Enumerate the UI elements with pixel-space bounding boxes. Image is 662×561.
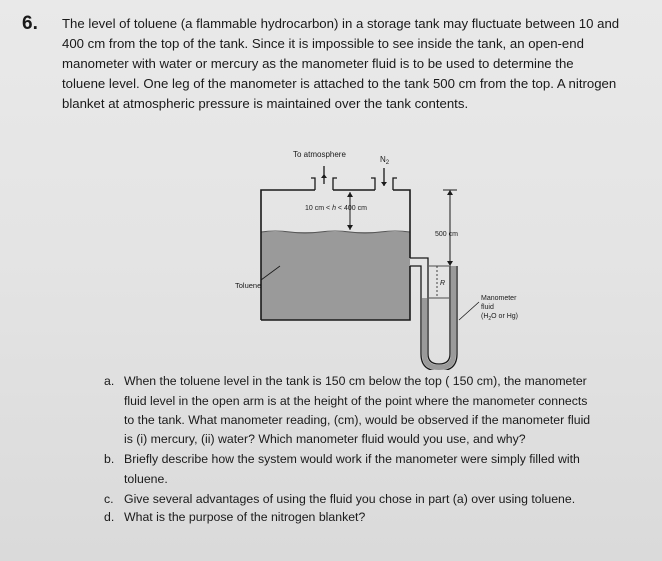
statement-line: toluene level. One leg of the manometer is attached to the tank 500 cm from the top. A nitrogen — [62, 76, 617, 91]
part-text: Briefly describe how the system would work if the manometer were simply filled with — [124, 452, 580, 466]
part-label: b. — [104, 452, 115, 466]
statement-line: The level of toluene (a flammable hydrocarbon) in a storage tank may fluctuate between 10 and — [62, 16, 620, 31]
to-atmosphere-label: To atmosphere — [293, 150, 346, 159]
part-text: fluid level in the open arm is at the height of the point where the manometer connects — [124, 394, 588, 408]
part-label: a. — [104, 374, 115, 388]
part-text: When the toluene level in the tank is 150 cm below the top ( 150 cm), the manometer — [124, 374, 587, 388]
nitrogen-pipe — [371, 168, 397, 190]
depth-500-label: 500 cm — [435, 231, 458, 238]
part-text: to the tank. What manometer reading, (cm), would be observed if the manometer fluid — [124, 413, 591, 427]
manometer-fluid-label: ($H_2O$ or Hg) — [481, 313, 519, 322]
part-label: d. — [104, 510, 115, 524]
part-text: What is the purpose of the nitrogen blanket? — [124, 510, 366, 524]
part-text: is (i) mercury, (ii) water? Which manometer fluid would you use, and why? — [124, 432, 526, 446]
part-label: c. — [104, 492, 114, 506]
toluene-liquid — [261, 232, 410, 320]
problem-number: 6. — [22, 13, 38, 34]
statement-line: blanket at atmospheric pressure is maintained over the tank contents. — [62, 96, 469, 111]
manometer-fluid — [422, 266, 456, 370]
manometer-fluid-label: Manometer — [481, 295, 517, 302]
part-text: toluene. — [124, 472, 168, 486]
r-label: R — [440, 280, 446, 287]
part-text: Give several advantages of using the fluid you chose in part (a) over using toluene. — [124, 492, 576, 506]
tank-manometer-diagram — [225, 148, 555, 370]
toluene-label: Toluene — [235, 281, 262, 290]
level-range-label: 10 cm < h < 400 cm — [305, 205, 367, 212]
manometer-tube — [410, 258, 457, 370]
statement-line: manometer with water or mercury as the manometer fluid is to be used to determine the — [62, 56, 574, 71]
nitrogen-label: $N_2$ — [380, 155, 390, 166]
manometer-fluid-label: fluid — [481, 304, 494, 311]
statement-line: 400 cm from the top of the tank. Since it is impossible to see inside the tank, an open-end — [62, 36, 584, 51]
